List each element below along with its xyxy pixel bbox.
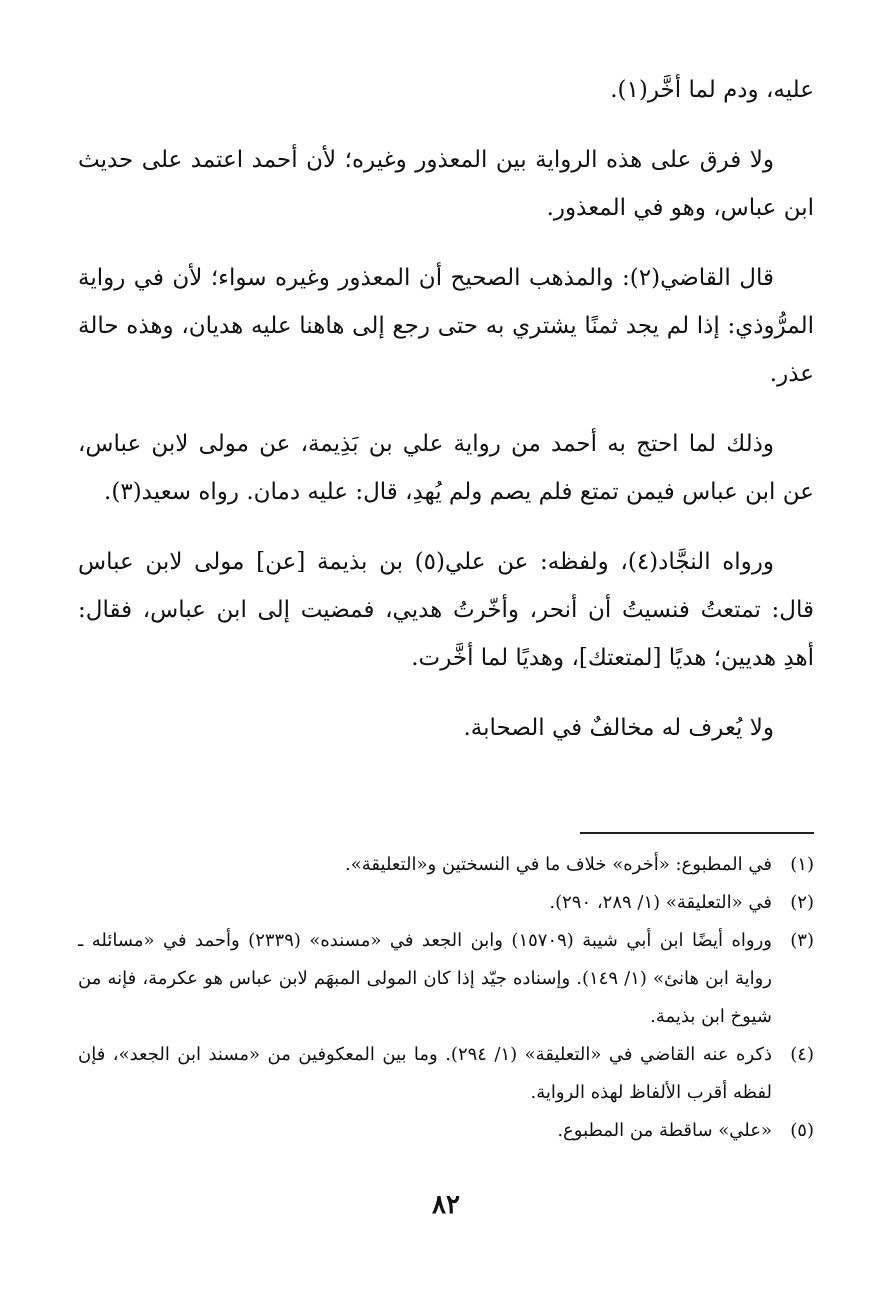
footnote-text: في المطبوع: «أخره» خلاف ما في النسختين و«التعليقة». [345,854,772,875]
paragraph-3: قال القاضي(٢): والمذهب الصحيح أن المعذور وغيره سواء؛ لأن في رواية المرُّوذي: إذا لم يجد ثمنًا يشتري به حتى رجع إلى هاهنا عليه هديان، وهذه حالة عذر. [78,265,814,387]
footnote-3 [78,922,814,1036]
footnotes [78,846,814,1150]
footnote-text: ذكره عنه القاضي في «التعليقة» (١/ ٢٩٤). وما بين المعكوفين من «مسند ابن الجعد»، فإن لفظه أقرب الألفاظ لهذه الرواية. [78,1044,772,1103]
paragraph-6: ولا يُعرف له مخالفٌ في الصحابة. [463,715,774,741]
footnote-separator [580,832,814,834]
page-body [78,66,814,774]
paragraph-4: وذلك لما احتج به أحمد من رواية علي بن بَذِيمة، عن مولى لابن عباس، عن ابن عباس فيمن تمتع فلم يصم ولم يُهدِ، قال: عليه دمان. رواه سعيد(٣). [78,431,814,505]
footnote-number: (٥) [790,1120,814,1141]
footnote-number: (١) [790,854,814,875]
main-text [78,66,814,752]
footnote-4 [78,1036,814,1112]
paragraph-5: ورواه النجَّاد(٤)، ولفظه: عن علي(٥) بن بذيمة [عن] مولى لابن عباس قال: تمتعتُ فنسيتُ أن أنحر، وأخّرتُ هديي، فمضيت إلى ابن عباس، فقال: أهدِ هديين؛ هديًا [لمتعتك]، وهديًا لما أخَّرت. [78,549,814,671]
footnote-number: (٤) [790,1044,814,1065]
footnote-2 [78,884,814,922]
footnote-number: (٣) [790,930,814,951]
footnote-text: في «التعليقة» (١/ ٢٨٩، ٢٩٠). [549,892,772,913]
footnote-text: «علي» ساقطة من المطبوع. [557,1120,772,1141]
paragraph-1: عليه، ودم لما أخَّر(١). [610,77,814,103]
footnote-5 [78,1112,814,1150]
paragraph-2: ولا فرق على هذه الرواية بين المعذور وغيره؛ لأن أحمد اعتمد على حديث ابن عباس، وهو في المعذور. [78,147,814,221]
page-number: ٨٢ [432,1190,460,1220]
footnote-text: ورواه أيضًا ابن أبي شيبة (١٥٧٠٩) وابن الجعد في «مسنده» (٢٣٣٩) وأحمد في «مسائله ـ رواية ابن هانئ» (١/ ١٤٩). وإسناده جيّد إذا كان المولى المبهَم لابن عباس هو عكرمة، فإنه من شيوخ ابن بذيمة. [78,930,773,1027]
footnote-number: (٢) [790,892,814,913]
footnote-1 [78,846,814,884]
